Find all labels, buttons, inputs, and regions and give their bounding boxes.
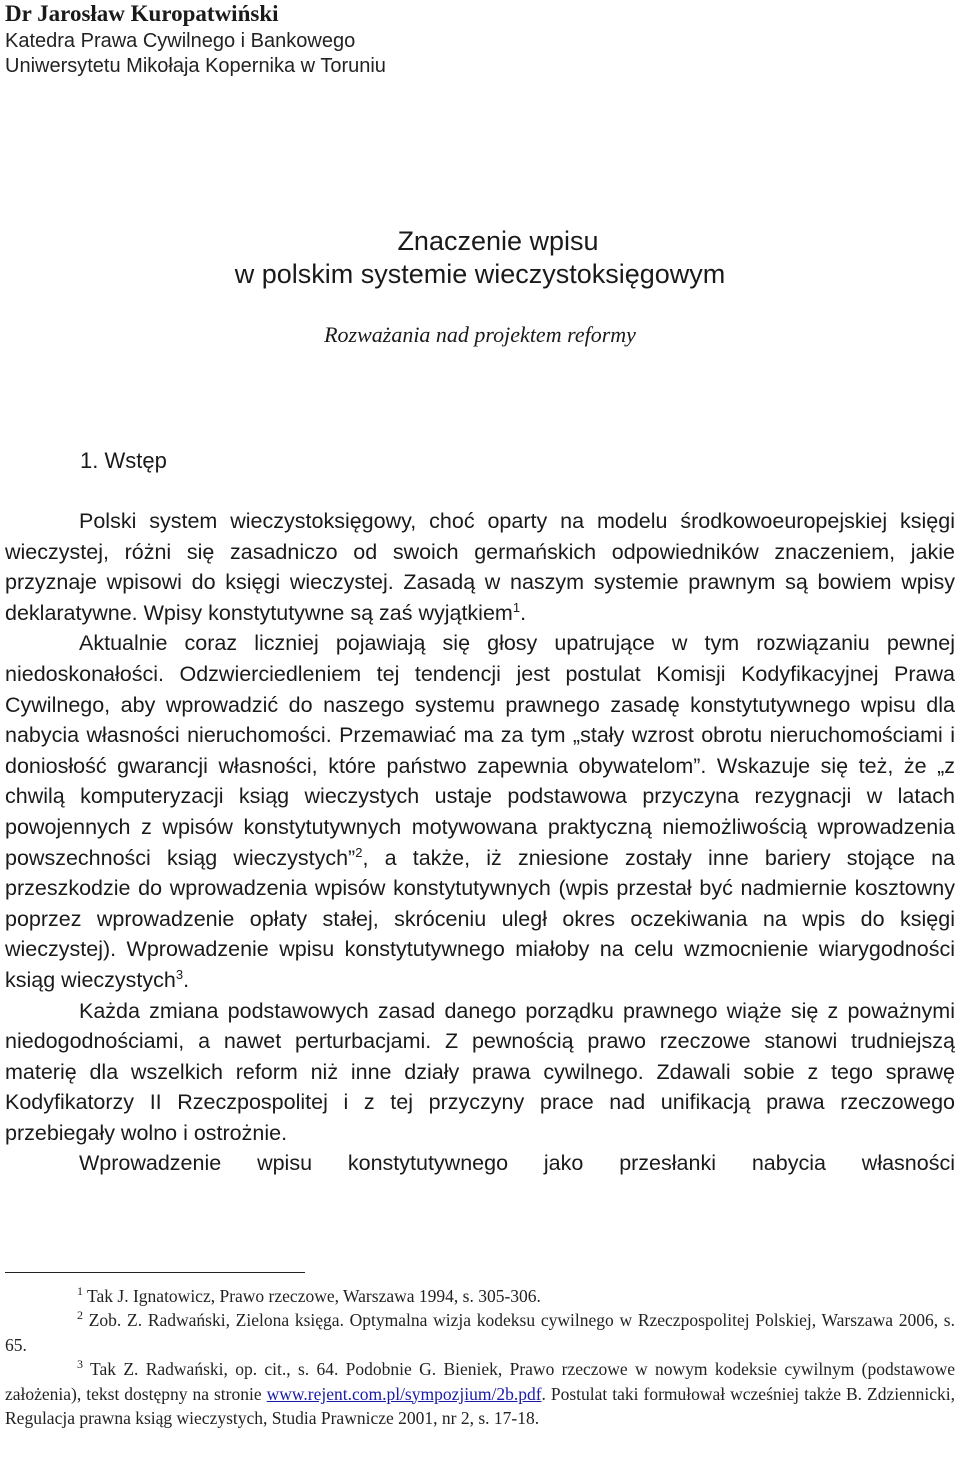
footnote-1-mark: 1 <box>77 1284 83 1299</box>
subtitle: Rozważania nad projektem reformy <box>324 322 636 347</box>
footnote-2-mark: 2 <box>77 1308 83 1323</box>
footnote-3-mark: 3 <box>77 1357 83 1372</box>
footnote-ref-3[interactable]: 3 <box>175 966 184 982</box>
paragraph-2-text: Aktualnie coraz liczniej pojawiają się głosy upatrujące w tym rozwiązaniu pewnej niedoskonałości. Odzwierciedleniem tej tendencji jest postulat Komisji Kodyfikacyjnej Prawa Cywilnego, aby wprowadzić do naszego systemu prawnego zasadę konstytutywnego wpisu dla nabycia własności nieruchomości. Przemawiać ma za tym „stały wzrost obrotu nieruchomościami i doniosłość gwarancji własności, które państwo zapewnia obywatelom”. Wskazuje się też, że „z chwilą komputeryzacji ksiąg wieczystych ustaje podstawowa przyczyna rezygnacji w latach powojennych z wpisów konstytutywnych motywowana praktyczną niemożliwością wprowadzenia powszechności ksiąg wieczystych” <box>5 631 955 870</box>
paragraph-4: Wprowadzenie wpisu konstytutywnego jako przesłanki nabycia własności <box>79 1151 955 1176</box>
paragraph-1-text: Polski system wieczystoksięgowy, choć oparty na modelu środkowoeuropejskiej księgi wieczystej, różni się zasadniczo od swoich germańskich odpowiedników znaczeniem, jakie przyznaje wpisowi do księgi wieczystej. Zasadą w naszym systemie prawnym są bowiem wpisy deklaratywne. Wpisy konstytutywne są zaś wyjątkiem <box>5 509 955 625</box>
footnote-3-link[interactable]: www.rejent.com.pl/sympozjium/2b.pdf <box>266 1383 542 1404</box>
paragraph-1-end: . <box>520 600 527 625</box>
paragraph-1 <box>5 506 955 628</box>
affiliation-department: Katedra Prawa Cywilnego i Bankowego <box>5 30 356 52</box>
footnote-ref-1[interactable]: 1 <box>512 599 521 615</box>
affiliation-university: Uniwersytetu Mikołaja Kopernika w Toruniu <box>5 55 386 77</box>
title-line-2: w polskim systemie wieczystoksięgowym <box>234 259 726 289</box>
paragraph-2 <box>5 628 955 995</box>
footnote-3-text-2: . Postulat taki formułował wcześniej także B. Zdziennicki, Regulacja prawna ksiąg wieczystych, Studia Prawnicze 2001, nr 2, s. 17-18. <box>5 1383 955 1429</box>
footnote-1 <box>5 1284 955 1308</box>
footnote-3-text-1: Tak Z. Radwański, op. cit., s. 64. Podobnie G. Bieniek, Prawo rzeczowe w nowym kodeksie cywilnym (podstawowe założenia), tekst dostępny na stronie <box>5 1359 955 1404</box>
body-text <box>5 506 955 1179</box>
title-line-1: Znaczenie wpisu <box>397 226 599 256</box>
footnote-1-text: Tak J. Ignatowicz, Prawo rzeczowe, Warszawa 1994, s. 305-306. <box>83 1286 541 1306</box>
paragraph-3: Każda zmiana podstawowych zasad danego porządku prawnego wiąże się z poważnymi niedogodnościami, a nawet perturbacjami. Z pewnością prawo rzeczowe stanowi trudniejszą materię dla wszelkich reform niż inne działy prawa cywilnego. Zdawali sobie z tego sprawę Kodyfikatorzy II Rzeczpospolitej i z tej przyczyny prace nad unifikacją prawa rzeczowego przebiegały wolno i ostrożnie. <box>5 998 955 1145</box>
footnote-2 <box>5 1308 955 1357</box>
author-name: Dr Jarosław Kuropatwiński <box>5 1 279 26</box>
paragraph-2-middle: , a także, iż zniesione zostały inne bariery stojące na przeszkodzie do wprowadzenia wpisów konstytutywnych (wpis przestał być nadmiernie kosztowny poprzez wprowadzenie opłaty stałej, skróceniu uległ okres oczekiwania na wpis do księgi wieczystej). Wprowadzenie wpisu konstytutywnego miałoby na celu wzmocnienie wiarygodności ksiąg wieczystych <box>5 845 955 992</box>
footnote-separator <box>5 1272 305 1273</box>
footnotes <box>5 1284 955 1430</box>
paragraph-2-end: . <box>183 967 190 992</box>
section-heading: 1. Wstęp <box>80 448 167 473</box>
footnote-ref-2[interactable]: 2 <box>355 844 363 860</box>
footnote-2-text: Zob. Z. Radwański, Zielona księga. Optymalna wizja kodeksu cywilnego w Rzeczpospolitej Polskiej, Warszawa 2006, s. 65. <box>5 1310 955 1355</box>
footnote-3 <box>5 1357 955 1430</box>
